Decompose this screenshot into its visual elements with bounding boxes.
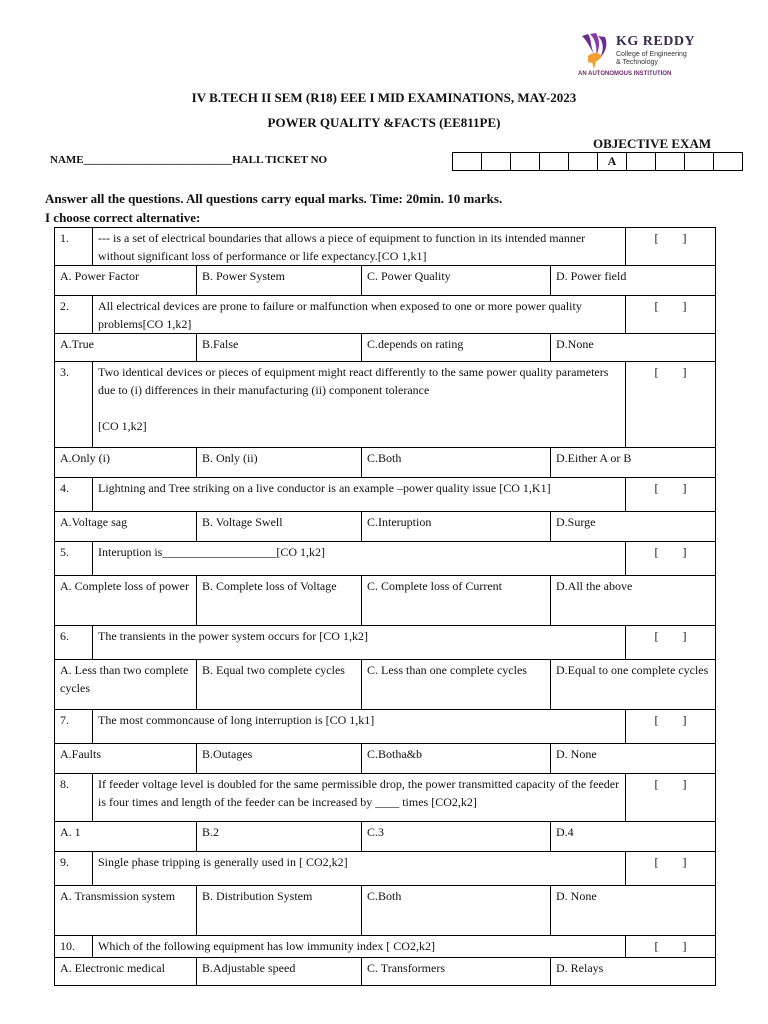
logo-tag: AN AUTONOMOUS INSTITUTION [578,71,672,77]
question-row [55,296,716,334]
options-row [55,512,716,542]
options-row [55,958,716,986]
logo-line1: College of Engineering [616,51,687,58]
question-number: 1. [55,228,93,266]
options-row [55,576,716,626]
question-text [93,774,626,822]
option-b[interactable]: B. Power System [197,266,362,296]
question-text [93,542,626,576]
question-text-main: --- is a set of electrical boundaries that allows a piece of equipment to function in its intended manner without significant loss of performance or life expectancy.[CO 1,k1] [98,231,586,263]
options-row [55,266,716,296]
logo-subtitle [616,51,687,67]
questions-table [54,227,716,986]
option-c[interactable]: C.Interuption [362,512,551,542]
option-c[interactable]: C. Complete loss of Current [362,576,551,626]
question-number: 6. [55,626,93,660]
instructions-line2: I choose correct alternative: [45,210,201,225]
option-b[interactable]: B.Outages [197,744,362,774]
question-text-main: If feeder voltage level is doubled for the same permissible drop, the power transmitted capacity of the feeder is four times and length of the feeder can be increased by ____ times [CO2,k2] [98,777,620,809]
option-c[interactable]: C.3 [362,822,551,852]
answer-bracket[interactable]: [ ] [626,626,716,660]
option-a[interactable]: A. Less than two complete cycles [55,660,197,710]
answer-bracket[interactable]: [ ] [626,936,716,958]
answer-bracket[interactable]: [ ] [626,542,716,576]
question-text-main: The transients in the power system occurs for [CO 1,k2] [98,629,368,643]
exam-title: IV B.TECH II SEM (R18) EEE I MID EXAMINATIONS, MAY-2023 [191,90,577,105]
question-text-co: [CO 1,k2] [98,419,147,433]
question-number: 10. [55,936,93,958]
question-row [55,936,716,958]
subject-title: POWER QUALITY &FACTS (EE811PE) [267,115,501,130]
ticket-cell[interactable] [656,153,685,171]
ticket-cell[interactable] [627,153,656,171]
options-row [55,660,716,710]
option-a[interactable]: A. Transmission system [55,886,197,936]
option-a[interactable]: A.Voltage sag [55,512,197,542]
option-d[interactable]: D.4 [551,822,716,852]
option-a[interactable]: A. Power Factor [55,266,197,296]
question-row [55,774,716,822]
question-number: 7. [55,710,93,744]
question-text [93,296,626,334]
options-row [55,334,716,362]
option-d[interactable]: D.Either A or B [551,448,716,478]
question-text-main: Two identical devices or pieces of equipment might react differently to the same power quality parameters due to (i) differences in their manufacturing (ii) component tolerance [98,365,609,397]
question-text-main: All electrical devices are prone to failure or malfunction when exposed to one or more power quality problems[CO 1,k2] [98,299,582,331]
option-c[interactable]: C.depends on rating [362,334,551,362]
option-c[interactable]: C.Both [362,448,551,478]
option-b[interactable]: B. Voltage Swell [197,512,362,542]
option-c[interactable]: C. Power Quality [362,266,551,296]
ticket-cell[interactable]: A [598,153,627,171]
options-row [55,822,716,852]
logo-name: KG REDDY [616,34,696,49]
option-d[interactable]: D.None [551,334,716,362]
option-c[interactable]: C. Less than one complete cycles [362,660,551,710]
option-d[interactable]: D.Surge [551,512,716,542]
question-text [93,852,626,886]
option-b[interactable]: B.2 [197,822,362,852]
option-c[interactable]: C.Botha&b [362,744,551,774]
option-b[interactable]: B.Adjustable speed [197,958,362,986]
college-logo [578,30,728,82]
question-number: 4. [55,478,93,512]
option-c[interactable]: C.Both [362,886,551,936]
question-text [93,626,626,660]
option-a[interactable]: A.Only (i) [55,448,197,478]
question-text-main: Which of the following equipment has low immunity index [ CO2,k2] [98,939,435,953]
question-row [55,626,716,660]
option-a[interactable]: A.True [55,334,197,362]
option-b[interactable]: B. Distribution System [197,886,362,936]
objective-label: OBJECTIVE EXAM [593,136,712,151]
option-d[interactable]: D.Equal to one complete cycles [551,660,716,710]
question-row [55,362,716,448]
hall-ticket-boxes [452,152,743,171]
question-number: 8. [55,774,93,822]
ticket-cell[interactable] [540,153,569,171]
question-number: 3. [55,362,93,448]
ticket-cell[interactable] [511,153,540,171]
question-text-main: The most commoncause of long interruption is [CO 1,k1] [98,713,375,727]
option-b[interactable]: B. Complete loss of Voltage [197,576,362,626]
options-row [55,886,716,936]
option-d[interactable]: D. Relays [551,958,716,986]
options-row [55,448,716,478]
question-row [55,542,716,576]
option-a[interactable]: A. Electronic medical [55,958,197,986]
question-text-main: Lightning and Tree striking on a live conductor is an example –power quality issue [CO 1,K1] [98,481,551,495]
option-d[interactable]: D. None [551,886,716,936]
question-number: 9. [55,852,93,886]
instructions-line1: Answer all the questions. All questions carry equal marks. Time: 20min. 10 marks. [45,191,503,206]
ticket-cell[interactable] [685,153,714,171]
option-c[interactable]: C. Transformers [362,958,551,986]
question-row [55,710,716,744]
question-number: 2. [55,296,93,334]
option-d[interactable]: D. None [551,744,716,774]
option-a[interactable]: A. Complete loss of power [55,576,197,626]
option-b[interactable]: B. Only (ii) [197,448,362,478]
answer-bracket[interactable]: [ ] [626,296,716,334]
question-row [55,228,716,266]
options-row [55,744,716,774]
question-text [93,478,626,512]
answer-bracket[interactable]: [ ] [626,478,716,512]
question-text-main: Interuption is___________________[CO 1,k2] [98,545,325,559]
question-text-main: Single phase tripping is generally used in [ CO2,k2] [98,855,348,869]
option-d[interactable]: D. Power field [551,266,716,296]
option-d[interactable]: D.All the above [551,576,716,626]
ticket-cell[interactable] [714,153,743,171]
question-text [93,710,626,744]
question-number: 5. [55,542,93,576]
option-b[interactable]: B.False [197,334,362,362]
question-text [93,362,626,448]
question-row [55,852,716,886]
name-hallticket-line[interactable]: NAME___________________________HALL TICKET NO [50,154,328,166]
option-b[interactable]: B. Equal two complete cycles [197,660,362,710]
option-a[interactable]: A. 1 [55,822,197,852]
answer-bracket[interactable]: [ ] [626,774,716,822]
question-text [93,936,626,958]
answer-bracket[interactable]: [ ] [626,362,716,448]
ticket-cell[interactable] [453,153,482,171]
instructions [45,189,502,227]
question-text [93,228,626,266]
phoenix-logo-icon [578,32,612,70]
answer-bracket[interactable]: [ ] [626,228,716,266]
logo-line2: & Technology [616,59,658,66]
question-row [55,478,716,512]
answer-bracket[interactable]: [ ] [626,852,716,886]
ticket-cell[interactable] [569,153,598,171]
ticket-cell[interactable] [482,153,511,171]
option-a[interactable]: A.Faults [55,744,197,774]
answer-bracket[interactable]: [ ] [626,710,716,744]
